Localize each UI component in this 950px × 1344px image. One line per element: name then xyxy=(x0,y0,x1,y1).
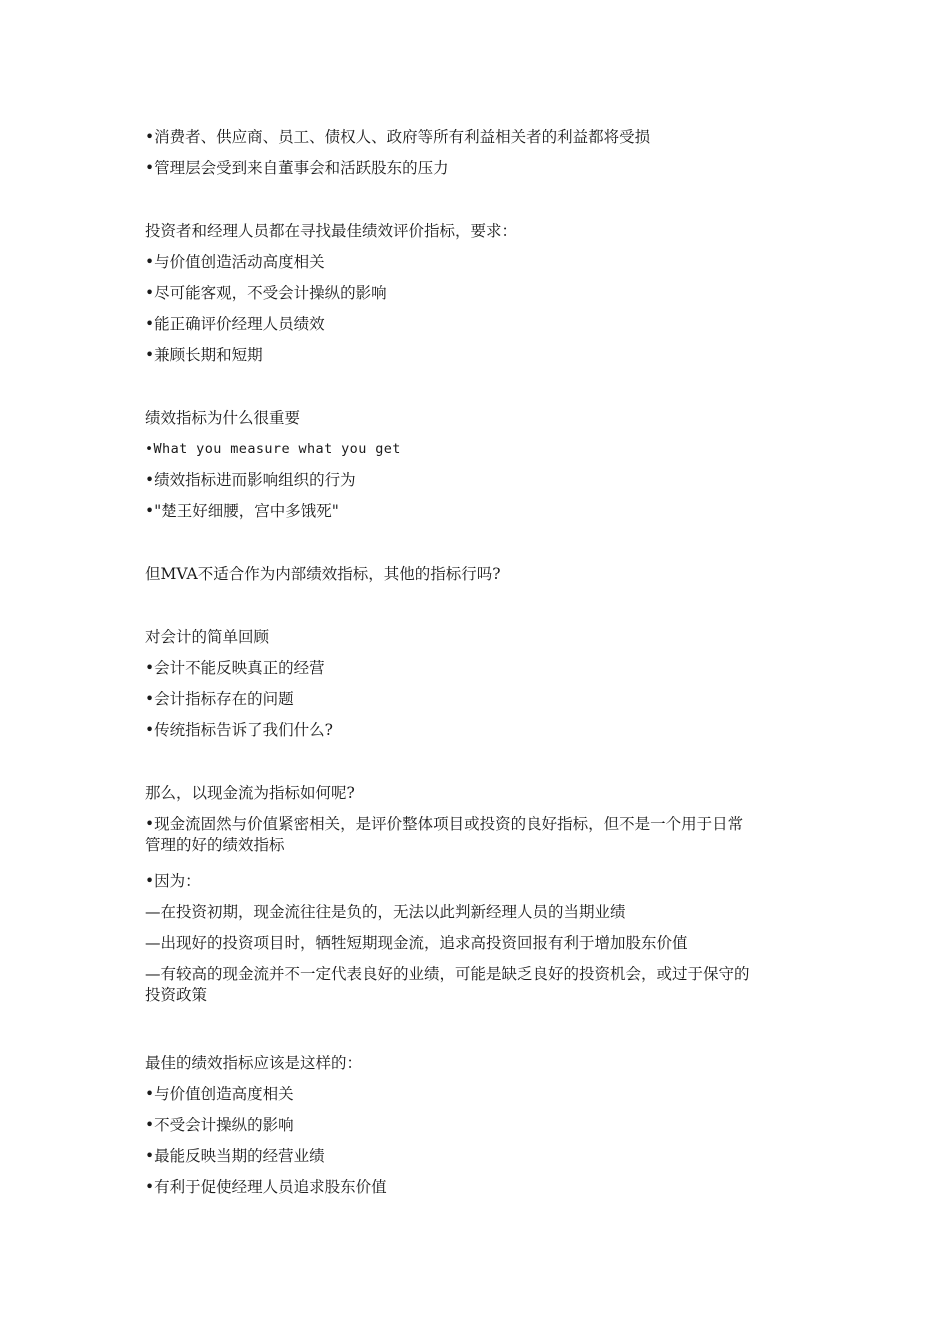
section-accounting-review xyxy=(145,622,815,746)
paragraph-gap xyxy=(145,590,815,622)
section-heading: 投资者和经理人员都在寻找最佳绩效评价指标，要求： xyxy=(145,222,518,240)
bullet-line: •能正确评价经理人员绩效 xyxy=(145,315,325,333)
bullet-line: •因为： xyxy=(145,872,201,890)
bullet-line: •会计不能反映真正的经营 xyxy=(145,659,325,677)
section-stakeholders xyxy=(145,122,815,184)
bullet-line: •会计指标存在的问题 xyxy=(145,690,294,708)
paragraph-gap xyxy=(145,1016,815,1048)
section-indicator-requirements xyxy=(145,216,815,371)
bullet-line: •现金流固然与价值紧密相关，是评价整体项目或投资的良好指标，但不是一个用于日常 xyxy=(145,815,744,833)
section-heading: 最佳的绩效指标应该是这样的： xyxy=(145,1054,363,1072)
bullet-line: •管理层会受到来自董事会和活跃股东的压力 xyxy=(145,159,449,177)
bullet-line: •消费者、供应商、员工、债权人、政府等所有利益相关者的利益都将受损 xyxy=(145,128,651,146)
section-heading: 绩效指标为什么很重要 xyxy=(145,409,301,427)
paragraph-gap xyxy=(145,746,815,778)
bullet-line: •绩效指标进而影响组织的行为 xyxy=(145,471,356,489)
section-heading: 但MVA不适合作为内部绩效指标，其他的指标行吗? xyxy=(145,565,501,583)
paragraph-gap xyxy=(145,184,815,216)
bullet-line-continuation: 管理的好的绩效指标 xyxy=(145,836,285,854)
bullet-line: •有利于促使经理人员追求股东价值 xyxy=(145,1178,387,1196)
reason-line: —出现好的投资项目时，牺牲短期现金流，追求高投资回报有利于增加股东价值 xyxy=(145,934,688,952)
reason-line-continuation: 投资政策 xyxy=(145,986,208,1004)
bullet-line: •尽可能客观，不受会计操纵的影响 xyxy=(145,284,387,302)
reason-line: —在投资初期，现金流往往是负的，无法以此判新经理人员的当期业绩 xyxy=(145,903,626,921)
bullet-line: •与价值创造高度相关 xyxy=(145,1085,294,1103)
paragraph-gap xyxy=(145,371,815,403)
section-mva xyxy=(145,559,815,590)
bullet-line: •兼顾长期和短期 xyxy=(145,346,263,364)
bullet-line: •与价值创造活动高度相关 xyxy=(145,253,325,271)
section-best-indicator xyxy=(145,1048,815,1203)
section-cash-flow xyxy=(145,778,815,1016)
bullet-line: •最能反映当期的经营业绩 xyxy=(145,1147,325,1165)
section-heading: 对会计的简单回顾 xyxy=(145,628,270,646)
bullet-line: •不受会计操纵的影响 xyxy=(145,1116,294,1134)
bullet-line: •"楚王好细腰，宫中多饿死" xyxy=(145,502,339,520)
section-why-important xyxy=(145,403,815,527)
section-heading: 那么，以现金流为指标如何呢? xyxy=(145,784,355,802)
bullet-line: •What you measure what you get xyxy=(145,441,401,457)
document-page xyxy=(145,122,815,1203)
bullet-line: •传统指标告诉了我们什么? xyxy=(145,721,333,739)
reason-line: —有较高的现金流并不一定代表良好的业绩，可能是缺乏良好的投资机会，或过于保守的 xyxy=(145,965,750,983)
paragraph-gap xyxy=(145,527,815,559)
